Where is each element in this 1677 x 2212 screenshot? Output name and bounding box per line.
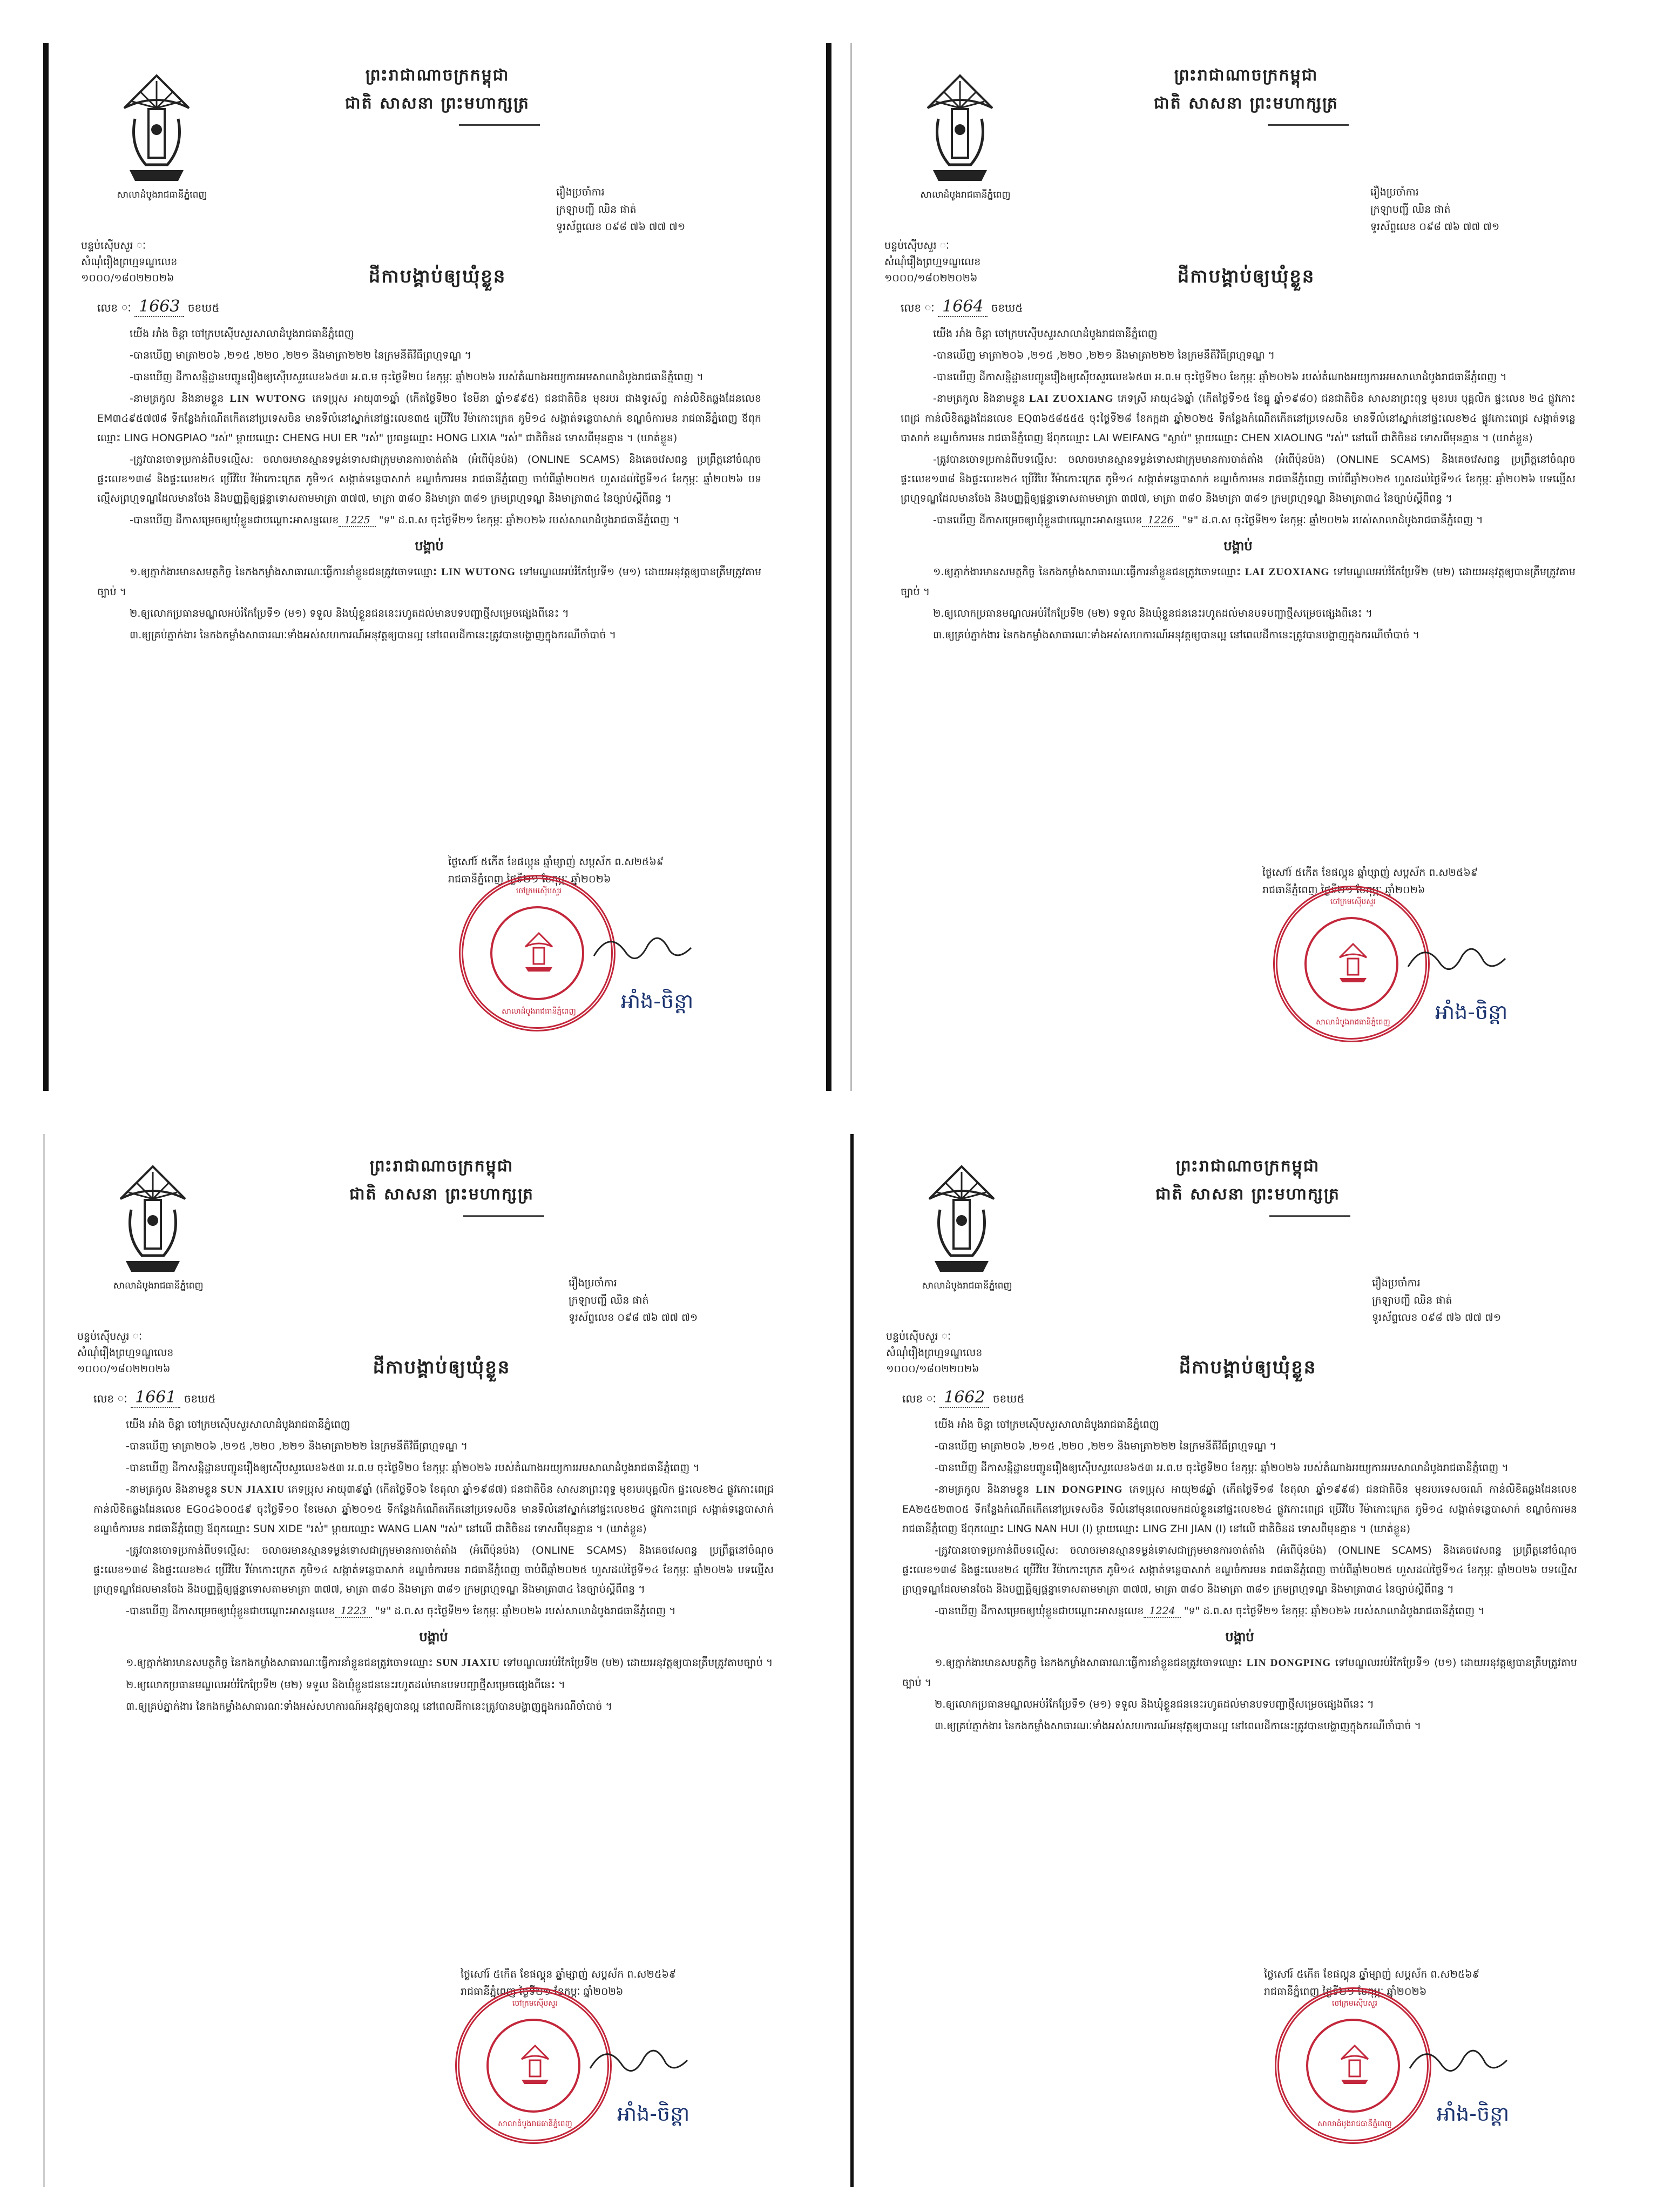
reference-suffix: ចខឃ៥ — [187, 301, 220, 314]
reference-handwritten-number: 1661 — [131, 1388, 180, 1408]
court-emblem-icon — [113, 70, 200, 189]
accused-name: LIN DONGPING — [1036, 1484, 1123, 1495]
detention-order-number: 1226 — [1142, 514, 1179, 527]
court-name: សាលាដំបូងរាជធានីភ្នំពេញ — [113, 1280, 204, 1291]
order-1-suffix: ទៅមណ្ឌលអប់រំកែប្រែទី២ (ម២) ដោយអនុវត្តឲ្យបានត្រឹមត្រូវតាមច្បាប់ ។ — [499, 1657, 773, 1669]
order-item-3: ៣.ឲ្យគ្រប់ភ្នាក់ងារ នៃកងកម្លាំងសាធារណៈទាំងអស់សហការណ៍អនុវត្តឲ្យបានល្អ នៅពេលដីកានេះត្រូវបានបង្ហាញក្នុងករណីចាំបាច់ ។ — [933, 629, 1420, 641]
detention-prefix: -បានឃើញ ដីកាសម្រេចឲ្យឃុំខ្លួនជាបណ្ដោះអាសន្នលេខ — [130, 514, 339, 526]
office-line-3: ១០០០/១៨០២២០២៦ — [81, 272, 174, 284]
seal-court-name: សាលាដំបូងរាជធានីភ្នំពេញ — [1317, 2120, 1392, 2128]
signature-icon — [585, 2036, 693, 2085]
reference-label: លេខ ៈ — [901, 301, 935, 314]
header-divider — [1269, 1215, 1350, 1217]
date-block — [1264, 1966, 1545, 2000]
court-emblem-icon — [110, 1161, 196, 1280]
motto-heading: ជាតិ សាសនា ព្រះមហាក្សត្រ — [1154, 94, 1338, 113]
kingdom-heading: ព្រះរាជាណាចក្រកម្ពុជា — [1175, 1157, 1320, 1176]
document-body — [93, 1415, 774, 1718]
document-title: ដីកាបង្គាប់ឲ្យឃុំខ្លួន — [1177, 266, 1315, 287]
detention-suffix: "ទ" ដ.ព.ស ចុះថ្ងៃទី២១ ខែកុម្ភៈ ឆ្នាំ២០២៦ របស់សាលាដំបូងរាជធានីភ្នំពេញ ។ — [375, 514, 680, 526]
order-item-3: ៣.ឲ្យគ្រប់ភ្នាក់ងារ នៃកងកម្លាំងសាធារណៈទាំងអស់សហការណ៍អនុវត្តឲ្យបានល្អ នៅពេលដីកានេះត្រូវបានបង្ហាញក្នុងករណីចាំបាច់ ។ — [935, 1720, 1422, 1732]
court-name: សាលាដំបូងរាជធានីភ្នំពេញ — [922, 1280, 1012, 1291]
detention-order-number: 1225 — [339, 514, 375, 527]
reference-handwritten-number: 1662 — [939, 1388, 989, 1408]
office-line-2: សំណុំរឿងព្រហ្មទណ្ឌលេខ — [77, 1347, 174, 1359]
paragraph-detention-order — [93, 1601, 774, 1621]
judge-signature-name: អាំង-ចិន្ដា — [1435, 1000, 1508, 1024]
detention-prefix: -បានឃើញ ដីកាសម្រេចឲ្យឃុំខ្លួនជាបណ្ដោះអាសន្នលេខ — [126, 1605, 335, 1617]
detention-order-number: 1223 — [335, 1605, 371, 1618]
seal-court-name: សាលាដំបូងរាជធានីភ្នំពេញ — [502, 1007, 576, 1016]
reference-suffix: ចខឃ៥ — [992, 1392, 1025, 1405]
judge-signature-name: អាំង-ចិន្ដា — [617, 2102, 690, 2126]
identity-details: ភេទប្រុស អាយុ២៨ឆ្នាំ (កើតថ្ងៃទី១៨ ខែតុលា ឆ្នាំ១៩៩៨) ជនជាតិចិន មុខរបរទេសចរណ៍ កាន់លិខិតឆ្លងដែនលេខ EA២៥៥២៣០៥ ទីកន្លែងកំណើតកើតនៅប្រទេសចិន ទីលំនៅមុនពេលមកដល់ខ្លួននៅផ្ទះលេខ២៤ ផ្លូវកោះពេជ្រ ប្រេីវិបៃ វីម៉ាកោះក្រេត ភូមិ១៤ សង្កាត់ទន្លេបាសាក់ ខណ្ឌចំការមន រាជធានីភ្នំពេញ ឪពុកឈ្មោះ LING NAN HUI (I) ម្ដាយឈ្មោះ LING ZHI JIAN (I) នៅលើ ជាតិចិនដ ទោសពីមុនគ្មាន ។ (ឃាត់ខ្លួន) — [902, 1483, 1577, 1535]
paragraph-identity — [901, 389, 1575, 448]
identity-prefix: -នាមត្រកូល និងនាមខ្លួន — [933, 393, 1029, 404]
reference-number — [97, 297, 219, 317]
paragraph-referral: -បានឃើញ ដីកាសន្និដ្ឋានបញ្ជូនរឿងឲ្យស៊ើបសួរលេខ៦៥៣ អ.ព.ម ចុះថ្ងៃទី២០ ខែកុម្ភៈ ឆ្នាំ២០២៦ របស់តំណាងអយ្យការអមសាលាដំបូងរាជធានីភ្នំពេញ ។ — [935, 1462, 1509, 1474]
signature-icon — [1404, 2036, 1512, 2085]
order-item-1 — [93, 1653, 774, 1673]
kingdom-heading: ព្រះរាជាណាចក្រកម្ពុជា — [365, 66, 510, 85]
motto-heading: ជាតិ សាសនា ព្រះមហាក្សត្រ — [1155, 1185, 1340, 1204]
reference-number — [902, 1388, 1024, 1408]
identity-details: ភេទប្រុស អាយុ៣៩ឆ្នាំ (កើតថ្ងៃទី០៦ ខែតុលា ឆ្នាំ១៩៨៧) ជនជាតិចិន សាសនាព្រះពុទ្ធ មុខរបរបុគ្គលិក ផ្ទះលេខ២៤ ផ្លូវកោះពេជ្រ កាន់លិខិតឆ្លងដែនលេខ EG០៤៦០០៥៩ ចុះថ្ងៃទី១០ ខែមេសា ឆ្នាំ២០១៥ ទីកន្លែងកំណើតកើតនៅប្រទេសចិន មានទីលំនៅស្នាក់នៅផ្ទះលេខ២៤ ផ្លូវកោះពេជ្រ សង្កាត់ទន្លេបាសាក់ ខណ្ឌចំការមន រាជធានីភ្នំពេញ ឪពុកឈ្មោះ SUN XIDE "រស់" ម្ដាយឈ្មោះ WANG LIAN "រស់" នៅលើ ជាតិចិនដ ទោសពីមុនគ្មាន ។ (ឃាត់ខ្លួន) — [93, 1483, 774, 1535]
seal-court-name: សាលាដំបូងរាជធានីភ្នំពេញ — [1316, 1018, 1390, 1027]
clerk-line-3: ទូរស័ព្ទលេខ ០៩៨ ៧៦ ៧៧ ៧១ — [1372, 1312, 1502, 1324]
clerk-info — [556, 184, 740, 235]
lunar-date: ថ្ងៃសៅរ៍ ៥កើត ខែផល្គុន ឆ្នាំម្សាញ់ សប្ដស័ក ព.ស២៥៦៩ — [461, 1968, 677, 1980]
document-body — [97, 324, 761, 647]
clerk-info — [1372, 1274, 1556, 1326]
seal-title: ចៅក្រមស៊ើបសួរ — [512, 1999, 558, 2008]
order-item-2: ២.ឲ្យលោកប្រធានមណ្ឌលអប់រំកែប្រែទី១ (ម១) ទទួល និងឃុំខ្លួនជននេះរហូតដល់មានបទបញ្ជាថ្មីសម្រេចផ្សេងពីនេះ ។ — [935, 1698, 1374, 1710]
seal-title: ចៅក្រមស៊ើបសួរ — [1330, 898, 1376, 906]
section-order-heading: បង្គាប់ — [1223, 538, 1253, 554]
clerk-line-3: ទូរស័ព្ទលេខ ០៩៨ ៧៦ ៧៧ ៧១ — [569, 1312, 698, 1324]
document-title: ដីកាបង្គាប់ឲ្យឃុំខ្លួន — [1179, 1357, 1317, 1378]
reference-label: លេខ ៈ — [97, 301, 131, 314]
document-title: ដីកាបង្គាប់ឲ្យឃុំខ្លួន — [373, 1357, 511, 1378]
judge-line: យើង អាំង ចិន្ដា ចៅក្រមស៊ើបសួរសាលាដំបូងរាជធានីភ្នំពេញ — [935, 1419, 1159, 1431]
court-name: សាលាដំបូងរាជធានីភ្នំពេញ — [117, 190, 207, 200]
identity-details: ភេទស្រី អាយុ៤៦ឆ្នាំ (កើតថ្ងៃទី១៥ ខែធ្នូ ឆ្នាំ១៩៨០) ជនជាតិចិន សាសនាព្រះពុទ្ធ មុខរបរ បុគ្គលិក ផ្ទះលេខ ២៤ ផ្លូវកោះពេជ្រ កាន់លិខិតឆ្លងដែនលេខ EQ៣៦៥៨៥៥៥ ចុះថ្ងៃទី២៨ ខែកក្កដា ឆ្នាំ២០២៥ ទីកន្លែងកំណើតកើតនៅប្រទេសចិន មានទីលំនៅស្នាក់នៅផ្ទះលេខ២៤ ផ្លូវកោះពេជ្រ សង្កាត់ទន្លេបាសាក់ ខណ្ឌចំការមន រាជធានីភ្នំពេញ ឪពុកឈ្មោះ LAI WEIFANG "ស្លាប់" ម្ដាយឈ្មោះ CHEN XIAOLING "រស់" នៅលើ ជាតិចិនដ ទោសពីមុនគ្មាន ។ (ឃាត់ខ្លួន) — [901, 393, 1575, 444]
clerk-line-3: ទូរស័ព្ទលេខ ០៩៨ ៧៦ ៧៧ ៧១ — [1370, 221, 1500, 233]
detention-order-sheet-2 — [850, 43, 1640, 1091]
reference-label: លេខ ៈ — [93, 1392, 127, 1405]
judge-line: យើង អាំង ចិន្ដា ចៅក្រមស៊ើបសួរសាលាដំបូងរាជធានីភ្នំពេញ — [126, 1419, 350, 1431]
gregorian-date: រាជធានីភ្នំពេញ ថ្ងៃទី២១ ខែកុម្ភៈ ឆ្នាំ២០២៦ — [1262, 884, 1425, 896]
office-line-3: ១០០០/១៨០២២០២៦ — [884, 272, 978, 284]
order-item-1 — [97, 562, 761, 602]
reference-label: លេខ ៈ — [902, 1392, 936, 1405]
paragraph-charges: -ត្រូវបានចោទប្រកាន់ពីបទល្មើស: ចលាចរមានស្មានទម្ងន់ទោសជាក្រុមមានការចាត់តាំង (អំពើប៉ុនប៉ង) (ONLINE SCAMS) និងគេចវេសពន្ធ ប្រព្រឹត្តនៅចំណុចផ្ទះលេខ១៣៨ និងផ្ទះលេខ២៤ ប្រេីវិបៃ វីម៉ាកោះក្រេត ភូមិ១៤ សង្កាត់ទន្លេបាសាក់ ខណ្ឌចំការមន រាជធានីភ្នំពេញ ចាប់ពីឆ្នាំ២០២៥ ហួសដល់ថ្ងៃទី១៤ ខែកុម្ភៈ ឆ្នាំ២០២៦ បទល្មើសព្រហ្មទណ្ឌដែលមានចែង និងបញ្ញត្តិឲ្យផ្ដន្ទាទោសតាមមាត្រា ៣៧៧, មាត្រា ៣៨០ និងមាត្រា ៣៨១ ក្រមព្រហ្មទណ្ឌ និងមាត្រា៣៤ នៃច្បាប់ស្ដីពីពន្ធ ។ — [97, 454, 761, 504]
court-name: សាលាដំបូងរាជធានីភ្នំពេញ — [920, 190, 1011, 200]
office-line-2: សំណុំរឿងព្រហ្មទណ្ឌលេខ — [886, 1347, 983, 1359]
clerk-info — [569, 1274, 752, 1326]
order-1-name: LIN WUTONG — [441, 567, 516, 578]
detention-order-sheet-1 — [43, 43, 831, 1091]
order-1-suffix: ទៅមណ្ឌលអប់រំកែប្រែទី២ (ម២) ដោយអនុវត្តឲ្យបានត្រឹមត្រូវតាមច្បាប់ ។ — [901, 566, 1575, 598]
judge-line: យើង អាំង ចិន្ដា ចៅក្រមស៊ើបសួរសាលាដំបូងរាជធានីភ្នំពេញ — [130, 328, 354, 340]
order-item-2: ២.ឲ្យលោកប្រធានមណ្ឌលអប់រំកែប្រែទី១ (ម១) ទទួល និងឃុំខ្លួនជននេះរហូតដល់មានបទបញ្ជាថ្មីសម្រេចផ្សេងពីនេះ ។ — [130, 608, 569, 619]
clerk-line-1: រឿងប្រចាំការ — [1372, 1277, 1421, 1289]
order-item-1 — [901, 562, 1575, 602]
office-line-3: ១០០០/១៨០២២០២៦ — [77, 1363, 171, 1375]
office-line-2: សំណុំរឿងព្រហ្មទណ្ឌលេខ — [884, 256, 981, 268]
signature-icon — [1403, 934, 1511, 983]
reference-number — [93, 1388, 215, 1408]
section-order-heading: បង្គាប់ — [1225, 1629, 1254, 1644]
gregorian-date: រាជធានីភ្នំពេញ ថ្ងៃទី២១ ខែកុម្ភៈ ឆ្នាំ២០២៦ — [1264, 1986, 1427, 1998]
kingdom-heading: ព្រះរាជាណាចក្រកម្ពុជា — [369, 1157, 514, 1176]
judge-line: យើង អាំង ចិន្ដា ចៅក្រមស៊ើបសួរសាលាដំបូងរាជធានីភ្នំពេញ — [933, 328, 1158, 340]
motto-heading: ជាតិ សាសនា ព្រះមហាក្សត្រ — [349, 1185, 534, 1204]
paragraph-identity — [902, 1480, 1577, 1539]
paragraph-charges: -ត្រូវបានចោទប្រកាន់ពីបទល្មើស: ចលាចរមានស្មានទម្ងន់ទោសជាក្រុមមានការចាត់តាំង (អំពើប៉ុនប៉ង) (ONLINE SCAMS) និងគេចវេសពន្ធ ប្រព្រឹត្តនៅចំណុចផ្ទះលេខ១៣៨ និងផ្ទះលេខ២៤ ប្រេីវិបៃ វីម៉ាកោះក្រេត ភូមិ១៤ សង្កាត់ទន្លេបាសាក់ ខណ្ឌចំការមន រាជធានីភ្នំពេញ ចាប់ពីឆ្នាំ២០២៥ ហួសដល់ថ្ងៃទី១៤ ខែកុម្ភៈ ឆ្នាំ២០២៦ បទល្មើសព្រហ្មទណ្ឌដែលមានចែង និងបញ្ញត្តិឲ្យផ្ដន្ទាទោសតាមមាត្រា ៣៧៧, មាត្រា ៣៨០ និងមាត្រា ៣៨១ ក្រមព្រហ្មទណ្ឌ និងមាត្រា៣៤ នៃច្បាប់ស្ដីពីពន្ធ ។ — [902, 1545, 1577, 1595]
clerk-info — [1370, 184, 1554, 235]
seal-title: ចៅក្រមស៊ើបសួរ — [1331, 1999, 1378, 2008]
order-1-prefix: ១.ឲ្យភ្នាក់ងារមានសមត្ថកិច្ច នៃកងកម្លាំងសាធារណៈធ្វើការនាំខ្លួនជនត្រូវចោទឈ្មោះ — [126, 1657, 436, 1669]
lunar-date: ថ្ងៃសៅរ៍ ៥កើត ខែផល្គុន ឆ្នាំម្សាញ់ សប្ដស័ក ព.ស២៥៦៩ — [448, 856, 664, 868]
detention-suffix: "ទ" ដ.ព.ស ចុះថ្ងៃទី២១ ខែកុម្ភៈ ឆ្នាំ២០២៦ របស់សាលាដំបូងរាជធានីភ្នំពេញ ។ — [371, 1605, 676, 1617]
detention-order-sheet-3 — [43, 1134, 838, 2187]
order-1-prefix: ១.ឲ្យភ្នាក់ងារមានសមត្ថកិច្ច នៃកងកម្លាំងសាធារណៈធ្វើការនាំខ្លួនជនត្រូវចោទឈ្មោះ — [130, 566, 442, 578]
identity-details: ភេទប្រុស អាយុ៣១ឆ្នាំ (កើតថ្ងៃទី២០ ខែមីនា ឆ្នាំ១៩៩៥) ជនជាតិចិន មុខរបរ ជាងទូរស័ព្ទ កាន់លិខិតឆ្លងដែនលេខ EM៣៤៩៥៧៧៨ ទីកន្លែងកំណើតកើតនៅប្រទេសចិន មានទីលំនៅស្នាក់នៅផ្ទះលេខ៣៥ ប្រេីវិបៃ វីម៉ាកោះក្រេត ភូមិ១៤ សង្កាត់ទន្លេបាសាក់ ខណ្ឌចំការមន រាជធានីភ្នំពេញ ឪពុកឈ្មោះ LING HONGPIAO "រស់" ម្ដាយឈ្មោះ CHENG HUI ER "រស់" ប្រពន្ធឈ្មោះ HONG LIXIA "រស់" ជាតិចិនដ ទោសពីមុនគ្មាន ។ (ឃាត់ខ្លួន) — [97, 393, 761, 444]
office-line-1: បន្ទប់ស៊ើបសួរ ៈ — [886, 1331, 951, 1343]
lunar-date: ថ្ងៃសៅរ៍ ៥កើត ខែផល្គុន ឆ្នាំម្សាញ់ សប្ដស័ក ព.ស២៥៦៩ — [1264, 1968, 1480, 1980]
paragraph-detention-order — [901, 510, 1575, 530]
paragraph-articles: -បានឃើញ មាត្រា២០៦ ,២១៥ ,២២០ ,២២១ និងមាត្រា២២២ នៃក្រមនីតិវិធីព្រហ្មទណ្ឌ ។ — [130, 349, 472, 361]
accused-name: LIN WUTONG — [229, 393, 307, 404]
detention-order-number: 1224 — [1144, 1605, 1180, 1618]
order-1-name: LIN DONGPING — [1246, 1657, 1331, 1669]
office-line-1: បន្ទប់ស៊ើបសួរ ៈ — [884, 240, 949, 252]
identity-prefix: -នាមត្រកូល និងនាមខ្លួន — [126, 1483, 221, 1495]
paragraph-referral: -បានឃើញ ដីកាសន្និដ្ឋានបញ្ជូនរឿងឲ្យស៊ើបសួរលេខ៦៥៣ អ.ព.ម ចុះថ្ងៃទី២០ ខែកុម្ភៈ ឆ្នាំ២០២៦ របស់តំណាងអយ្យការអមសាលាដំបូងរាជធានីភ្នំពេញ ។ — [130, 371, 704, 383]
order-1-suffix: ទៅមណ្ឌលអប់រំកែប្រែទី១ (ម១) ដោយអនុវត្តឲ្យបានត្រឹមត្រូវតាមច្បាប់ ។ — [97, 566, 762, 598]
kingdom-heading: ព្រះរាជាណាចក្រកម្ពុជា — [1174, 66, 1318, 85]
clerk-line-3: ទូរស័ព្ទលេខ ០៩៨ ៧៦ ៧៧ ៧១ — [556, 221, 686, 233]
detention-order-sheet-4 — [850, 1134, 1642, 2187]
detention-suffix: "ទ" ដ.ព.ស ចុះថ្ងៃទី២១ ខែកុម្ភៈ ឆ្នាំ២០២៦ របស់សាលាដំបូងរាជធានីភ្នំពេញ ។ — [1180, 1605, 1485, 1617]
header-divider — [459, 124, 540, 126]
detention-prefix: -បានឃើញ ដីកាសម្រេចឲ្យឃុំខ្លួនជាបណ្ដោះអាសន្នលេខ — [933, 514, 1142, 526]
document-title: ដីកាបង្គាប់ឲ្យឃុំខ្លួន — [368, 266, 506, 287]
detention-suffix: "ទ" ដ.ព.ស ចុះថ្ងៃទី២១ ខែកុម្ភៈ ឆ្នាំ២០២៦ របស់សាលាដំបូងរាជធានីភ្នំពេញ ។ — [1179, 514, 1483, 526]
paragraph-charges: -ត្រូវបានចោទប្រកាន់ពីបទល្មើស: ចលាចរមានស្មានទម្ងន់ទោសជាក្រុមមានការចាត់តាំង (អំពើប៉ុនប៉ង) (ONLINE SCAMS) និងគេចវេសពន្ធ ប្រព្រឹត្តនៅចំណុចផ្ទះលេខ១៣៨ និងផ្ទះលេខ២៤ ប្រេីវិបៃ វីម៉ាកោះក្រេត ភូមិ១៤ សង្កាត់ទន្លេបាសាក់ ខណ្ឌចំការមន រាជធានីភ្នំពេញ ចាប់ពីឆ្នាំ២០២៥ ហួសដល់ថ្ងៃទី១៤ ខែកុម្ភៈ ឆ្នាំ២០២៦ បទល្មើសព្រហ្មទណ្ឌដែលមានចែង និងបញ្ញត្តិឲ្យផ្ដន្ទាទោសតាមមាត្រា ៣៧៧, មាត្រា ៣៨០ និងមាត្រា ៣៨១ ក្រមព្រហ្មទណ្ឌ និងមាត្រា៣៤ នៃច្បាប់ស្ដីពីពន្ធ ។ — [901, 454, 1575, 504]
order-1-name: LAI ZUOXIANG — [1245, 567, 1330, 578]
paragraph-identity — [97, 389, 761, 448]
reference-suffix: ចខឃ៥ — [184, 1392, 216, 1405]
paragraph-referral: -បានឃើញ ដីកាសន្និដ្ឋានបញ្ជូនរឿងឲ្យស៊ើបសួរលេខ៦៥៣ អ.ព.ម ចុះថ្ងៃទី២០ ខែកុម្ភៈ ឆ្នាំ២០២៦ របស់តំណាងអយ្យការអមសាលាដំបូងរាជធានីភ្នំពេញ ។ — [126, 1462, 700, 1474]
reference-number — [901, 297, 1023, 317]
judge-signature-name: អាំង-ចិន្ដា — [1437, 2102, 1510, 2126]
office-line-1: បន្ទប់ស៊ើបសួរ ៈ — [81, 240, 146, 252]
gregorian-date: រាជធានីភ្នំពេញ ថ្ងៃទី២១ ខែកុម្ភៈ ឆ្នាំ២០២៦ — [448, 873, 611, 885]
clerk-line-1: រឿងប្រចាំការ — [1370, 186, 1419, 198]
gregorian-date: រាជធានីភ្នំពេញ ថ្ងៃទី២១ ខែកុម្ភៈ ឆ្នាំ២០២៦ — [461, 1986, 624, 1998]
court-emblem-icon — [918, 1161, 1005, 1280]
document-body — [901, 324, 1575, 647]
accused-name: SUN JIAXIU — [220, 1484, 285, 1495]
seal-court-name: សាលាដំបូងរាជធានីភ្នំពេញ — [498, 2120, 572, 2128]
seal-title: ចៅក្រមស៊ើបសួរ — [516, 887, 562, 895]
clerk-line-1: រឿងប្រចាំការ — [569, 1277, 617, 1289]
order-1-name: SUN JIAXIU — [436, 1657, 500, 1669]
reference-suffix: ចខឃ៥ — [991, 301, 1023, 314]
order-item-3: ៣.ឲ្យគ្រប់ភ្នាក់ងារ នៃកងកម្លាំងសាធារណៈទាំងអស់សហការណ៍អនុវត្តឲ្យបានល្អ នៅពេលដីកានេះត្រូវបានបង្ហាញក្នុងករណីចាំបាច់ ។ — [126, 1701, 613, 1712]
order-item-2: ២.ឲ្យលោកប្រធានមណ្ឌលអប់រំកែប្រែទី២ (ម២) ទទួល និងឃុំខ្លួនជននេះរហូតដល់មានបទបញ្ជាថ្មីសម្រេចផ្សេងពីនេះ ។ — [933, 608, 1372, 619]
office-line-1: បន្ទប់ស៊ើបសួរ ៈ — [77, 1331, 142, 1343]
paragraph-identity — [93, 1480, 774, 1539]
clerk-line-2: ក្រឡាបញ្ជី ឈិន ផាត់ — [569, 1294, 649, 1306]
accused-name: LAI ZUOXIANG — [1029, 393, 1114, 404]
motto-heading: ជាតិ សាសនា ព្រះមហាក្សត្រ — [345, 94, 530, 113]
court-emblem-icon — [917, 70, 1003, 189]
paragraph-articles: -បានឃើញ មាត្រា២០៦ ,២១៥ ,២២០ ,២២១ និងមាត្រា២២២ នៃក្រមនីតិវិធីព្រហ្មទណ្ឌ ។ — [935, 1440, 1277, 1452]
office-line-3: ១០០០/១៨០២២០២៦ — [886, 1363, 979, 1375]
date-block — [1262, 864, 1543, 899]
paragraph-articles: -បានឃើញ មាត្រា២០៦ ,២១៥ ,២២០ ,២២១ និងមាត្រា២២២ នៃក្រមនីតិវិធីព្រហ្មទណ្ឌ ។ — [126, 1440, 468, 1452]
reference-handwritten-number: 1664 — [938, 297, 988, 317]
order-1-suffix: ទៅមណ្ឌលអប់រំកែប្រែទី១ (ម១) ដោយអនុវត្តឲ្យបានត្រឹមត្រូវតាមច្បាប់ ។ — [902, 1657, 1577, 1689]
section-order-heading: បង្គាប់ — [415, 538, 444, 554]
lunar-date: ថ្ងៃសៅរ៍ ៥កើត ខែផល្គុន ឆ្នាំម្សាញ់ សប្ដស័ក ព.ស២៥៦៩ — [1262, 867, 1478, 879]
signature-icon — [589, 923, 697, 972]
clerk-line-2: ក្រឡាបញ្ជី ឈិន ផាត់ — [1370, 204, 1451, 215]
paragraph-detention-order — [902, 1601, 1577, 1621]
order-1-prefix: ១.ឲ្យភ្នាក់ងារមានសមត្ថកិច្ច នៃកងកម្លាំងសាធារណៈធ្វើការនាំខ្លួនជនត្រូវចោទឈ្មោះ — [933, 566, 1245, 578]
order-1-prefix: ១.ឲ្យភ្នាក់ងារមានសមត្ថកិច្ច នៃកងកម្លាំងសាធារណៈធ្វើការនាំខ្លួនជនត្រូវចោទឈ្មោះ — [935, 1657, 1247, 1669]
identity-prefix: -នាមត្រកូល និងនាមខ្លួន — [130, 393, 230, 404]
paragraph-articles: -បានឃើញ មាត្រា២០៦ ,២១៥ ,២២០ ,២២១ និងមាត្រា២២២ នៃក្រមនីតិវិធីព្រហ្មទណ្ឌ ។ — [933, 349, 1275, 361]
clerk-line-2: ក្រឡាបញ្ជី ឈិន ផាត់ — [1372, 1294, 1452, 1306]
identity-prefix: -នាមត្រកូល និងនាមខ្លួន — [935, 1483, 1036, 1495]
clerk-line-1: រឿងប្រចាំការ — [556, 186, 605, 198]
header-divider — [1268, 124, 1349, 126]
paragraph-referral: -បានឃើញ ដីកាសន្និដ្ឋានបញ្ជូនរឿងឲ្យស៊ើបសួរលេខ៦៥៣ អ.ព.ម ចុះថ្ងៃទី២០ ខែកុម្ភៈ ឆ្នាំ២០២៦ របស់តំណាងអយ្យការអមសាលាដំបូងរាជធានីភ្នំពេញ ។ — [933, 371, 1507, 383]
date-block — [448, 853, 729, 888]
judge-signature-name: អាំង-ចិន្ដា — [621, 989, 694, 1013]
detention-prefix: -បានឃើញ ដីកាសម្រេចឲ្យឃុំខ្លួនជាបណ្ដោះអាសន្នលេខ — [935, 1605, 1144, 1617]
paragraph-charges: -ត្រូវបានចោទប្រកាន់ពីបទល្មើស: ចលាចរមានស្មានទម្ងន់ទោសជាក្រុមមានការចាត់តាំង (អំពើប៉ុនប៉ង) (ONLINE SCAMS) និងគេចវេសពន្ធ ប្រព្រឹត្តនៅចំណុចផ្ទះលេខ១៣៨ និងផ្ទះលេខ២៤ ប្រេីវិបៃ វីម៉ាកោះក្រេត ភូមិ១៤ សង្កាត់ទន្លេបាសាក់ ខណ្ឌចំការមន រាជធានីភ្នំពេញ ចាប់ពីឆ្នាំ២០២៥ ហួសដល់ថ្ងៃទី១៤ ខែកុម្ភៈ ឆ្នាំ២០២៦ បទល្មើសព្រហ្មទណ្ឌដែលមានចែង និងបញ្ញត្តិឲ្យផ្ដន្ទាទោសតាមមាត្រា ៣៧៧, មាត្រា ៣៨០ និងមាត្រា ៣៨១ ក្រមព្រហ្មទណ្ឌ និងមាត្រា៣៤ នៃច្បាប់ស្ដីពីពន្ធ ។ — [93, 1545, 774, 1595]
order-item-3: ៣.ឲ្យគ្រប់ភ្នាក់ងារ នៃកងកម្លាំងសាធារណៈទាំងអស់សហការណ៍អនុវត្តឲ្យបានល្អ នៅពេលដីកានេះត្រូវបានបង្ហាញក្នុងករណីចាំបាច់ ។ — [130, 629, 617, 641]
order-item-2: ២.ឲ្យលោកប្រធានមណ្ឌលអប់រំកែប្រែទី២ (ម២) ទទួល និងឃុំខ្លួនជននេះរហូតដល់មានបទបញ្ជាថ្មីសម្រេចផ្សេងពីនេះ ។ — [126, 1679, 565, 1691]
section-order-heading: បង្គាប់ — [419, 1629, 448, 1644]
paragraph-detention-order — [97, 510, 761, 530]
header-divider — [463, 1215, 544, 1217]
office-line-2: សំណុំរឿងព្រហ្មទណ្ឌលេខ — [81, 256, 178, 268]
document-body — [902, 1415, 1577, 1738]
reference-handwritten-number: 1663 — [134, 297, 184, 317]
order-item-1 — [902, 1653, 1577, 1692]
clerk-line-2: ក្រឡាបញ្ជី ឈិន ផាត់ — [556, 204, 637, 215]
